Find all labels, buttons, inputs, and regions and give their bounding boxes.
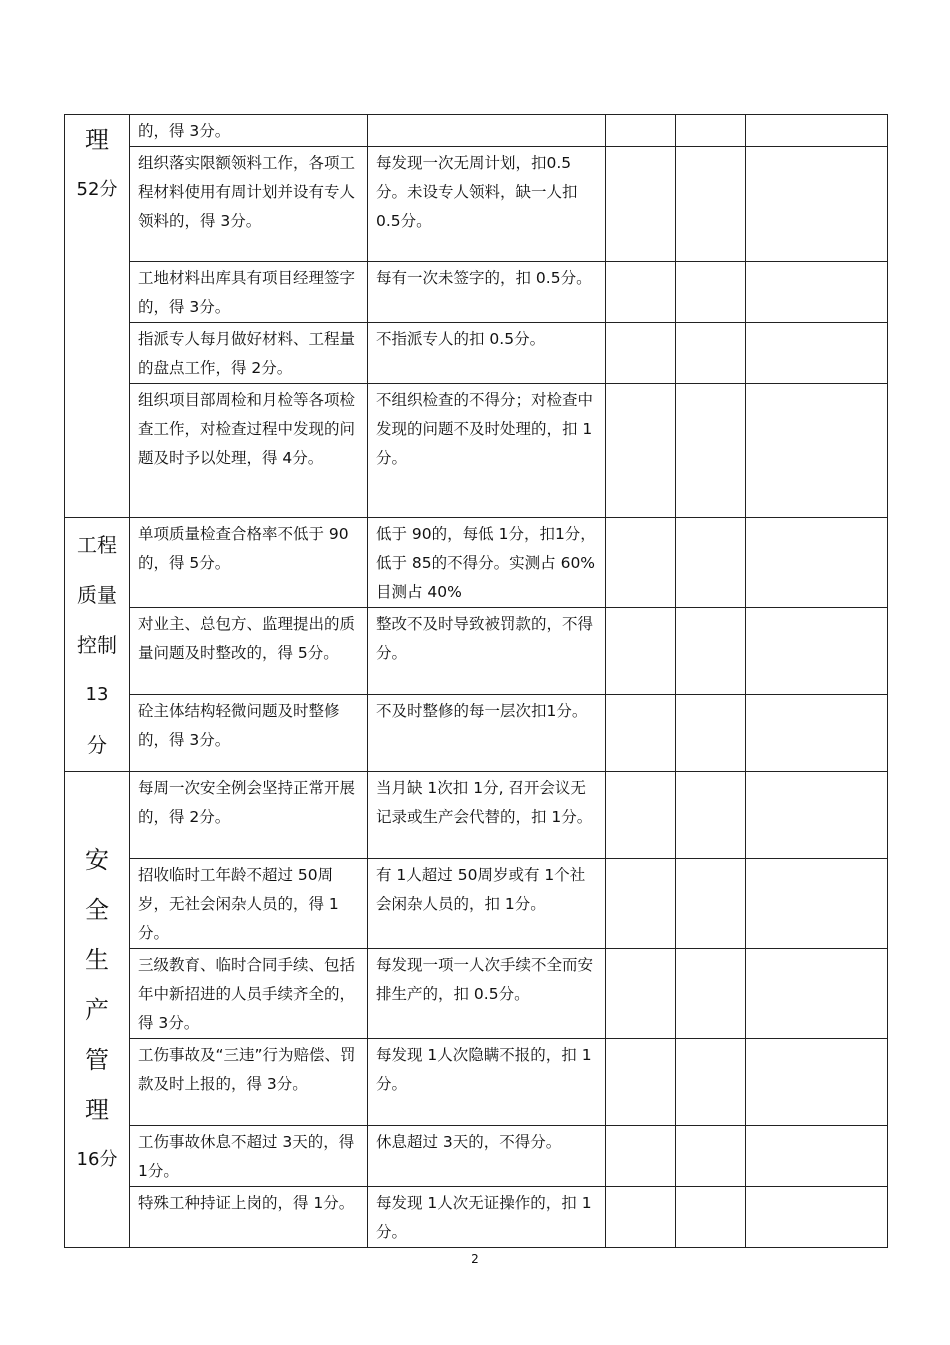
scoring-standard-cell: 工伤事故休息不超过 3天的，得 1分。 xyxy=(130,1126,368,1187)
blank-score-cell xyxy=(606,608,676,695)
table-row xyxy=(65,695,888,772)
blank-score-cell xyxy=(676,608,746,695)
blank-score-cell xyxy=(606,772,676,859)
scoring-standard-cell: 单项质量检查合格率不低于 90的，得 5分。 xyxy=(130,518,368,608)
deduction-rule-cell xyxy=(368,115,606,147)
blank-score-cell xyxy=(746,608,888,695)
blank-score-cell xyxy=(606,384,676,518)
blank-score-cell xyxy=(676,323,746,384)
table-row xyxy=(65,384,888,518)
category-label-line: 产 xyxy=(85,995,109,1024)
scoring-table xyxy=(64,114,888,1248)
scoring-standard-cell: 指派专人每月做好材料、工程量的盘点工作，得 2分。 xyxy=(130,323,368,384)
table-row xyxy=(65,772,888,859)
deduction-rule-cell: 低于 90的，每低 1分，扣1分，低于 85的不得分。实测占 60% 目测占 40% xyxy=(368,518,606,608)
deduction-rule-cell: 不及时整修的每一层次扣1分。 xyxy=(368,695,606,772)
deduction-rule-cell: 每发现一次无周计划，扣0.5分。未设专人领料，缺一人扣 0.5分。 xyxy=(368,147,606,262)
deduction-rule-cell: 每发现 1人次隐瞒不报的，扣 1分。 xyxy=(368,1039,606,1126)
scoring-standard-cell: 三级教育、临时合同手续、包括年中新招进的人员手续齐全的，得 3分。 xyxy=(130,949,368,1039)
blank-score-cell xyxy=(606,262,676,323)
category-label-line: 生 xyxy=(85,945,109,974)
blank-score-cell xyxy=(676,695,746,772)
blank-score-cell xyxy=(746,115,888,147)
page-number: 2 xyxy=(471,1252,479,1266)
scoring-standard-cell: 工地材料出库具有项目经理签字的，得 3分。 xyxy=(130,262,368,323)
deduction-rule-cell: 休息超过 3天的，不得分。 xyxy=(368,1126,606,1187)
category-label-line: 控制 xyxy=(77,632,117,657)
blank-score-cell xyxy=(606,695,676,772)
scoring-standard-cell: 每周一次安全例会坚持正常开展的，得 2分。 xyxy=(130,772,368,859)
blank-score-cell xyxy=(746,384,888,518)
category-label-line: 理 xyxy=(85,126,109,154)
table-row xyxy=(65,1187,888,1248)
table-row xyxy=(65,518,888,608)
blank-score-cell xyxy=(746,1039,888,1126)
category-label-line: 13 xyxy=(85,683,109,705)
deduction-rule-cell: 不组织检查的不得分；对检查中发现的问题不及时处理的，扣 1分。 xyxy=(368,384,606,518)
category-label-line: 分 xyxy=(87,732,107,757)
blank-score-cell xyxy=(676,147,746,262)
category-label-line: 全 xyxy=(85,895,109,924)
blank-score-cell xyxy=(676,384,746,518)
blank-score-cell xyxy=(746,147,888,262)
scoring-standard-cell: 组织落实限额领料工作，各项工程材料使用有周计划并设有专人领料的，得 3分。 xyxy=(130,147,368,262)
scoring-standard-cell: 的，得 3分。 xyxy=(130,115,368,147)
table-row xyxy=(65,1126,888,1187)
blank-score-cell xyxy=(676,518,746,608)
blank-score-cell xyxy=(676,859,746,949)
table-row xyxy=(65,949,888,1039)
table-row xyxy=(65,262,888,323)
category-label-line: 质量 xyxy=(77,582,117,607)
category-label-line: 管 xyxy=(85,1045,109,1074)
blank-score-cell xyxy=(746,518,888,608)
blank-score-cell xyxy=(606,1187,676,1248)
table-row xyxy=(65,859,888,949)
deduction-rule-cell: 每发现 1人次无证操作的，扣 1分。 xyxy=(368,1187,606,1248)
blank-score-cell xyxy=(746,323,888,384)
category-label-line: 安 xyxy=(85,845,109,874)
blank-score-cell xyxy=(606,949,676,1039)
table-row xyxy=(65,147,888,262)
blank-score-cell xyxy=(676,772,746,859)
blank-score-cell xyxy=(676,1039,746,1126)
category-label-line: 16分 xyxy=(76,1148,118,1170)
scoring-standard-cell: 砼主体结构轻微问题及时整修的，得 3分。 xyxy=(130,695,368,772)
blank-score-cell xyxy=(606,115,676,147)
blank-score-cell xyxy=(606,518,676,608)
deduction-rule-cell: 每有一次未签字的，扣 0.5分。 xyxy=(368,262,606,323)
blank-score-cell xyxy=(676,262,746,323)
blank-score-cell xyxy=(676,115,746,147)
deduction-rule-cell: 有 1人超过 50周岁或有 1个社会闲杂人员的，扣 1分。 xyxy=(368,859,606,949)
category-cell xyxy=(65,518,130,772)
scoring-standard-cell: 特殊工种持证上岗的，得 1分。 xyxy=(130,1187,368,1248)
scoring-standard-cell: 对业主、总包方、监理提出的质量问题及时整改的，得 5分。 xyxy=(130,608,368,695)
category-label-line: 工程 xyxy=(77,532,117,557)
blank-score-cell xyxy=(746,262,888,323)
blank-score-cell xyxy=(606,859,676,949)
table-row xyxy=(65,608,888,695)
blank-score-cell xyxy=(606,1126,676,1187)
blank-score-cell xyxy=(676,1187,746,1248)
table-row xyxy=(65,1039,888,1126)
blank-score-cell xyxy=(606,323,676,384)
category-cell xyxy=(65,772,130,1248)
deduction-rule-cell: 整改不及时导致被罚款的，不得分。 xyxy=(368,608,606,695)
scoring-standard-cell: 招收临时工年龄不超过 50周岁，无社会闲杂人员的，得 1分。 xyxy=(130,859,368,949)
blank-score-cell xyxy=(606,147,676,262)
table-row xyxy=(65,323,888,384)
deduction-rule-cell: 每发现一项一人次手续不全而安排生产的，扣 0.5分。 xyxy=(368,949,606,1039)
blank-score-cell xyxy=(676,949,746,1039)
category-label-line: 理 xyxy=(85,1095,109,1124)
category-label-line: 52分 xyxy=(76,179,118,200)
table-row xyxy=(65,115,888,147)
blank-score-cell xyxy=(676,1126,746,1187)
blank-score-cell xyxy=(606,1039,676,1126)
blank-score-cell xyxy=(746,1187,888,1248)
blank-score-cell xyxy=(746,772,888,859)
category-cell xyxy=(65,115,130,518)
deduction-rule-cell: 不指派专人的扣 0.5分。 xyxy=(368,323,606,384)
blank-score-cell xyxy=(746,695,888,772)
blank-score-cell xyxy=(746,1126,888,1187)
blank-score-cell xyxy=(746,949,888,1039)
blank-score-cell xyxy=(746,859,888,949)
scoring-standard-cell: 组织项目部周检和月检等各项检查工作，对检查过程中发现的问题及时予以处理，得 4分。 xyxy=(130,384,368,518)
scoring-standard-cell: 工伤事故及“三违”行为赔偿、罚款及时上报的，得 3分。 xyxy=(130,1039,368,1126)
deduction-rule-cell: 当月缺 1次扣 1分, 召开会议无记录或生产会代替的，扣 1分。 xyxy=(368,772,606,859)
